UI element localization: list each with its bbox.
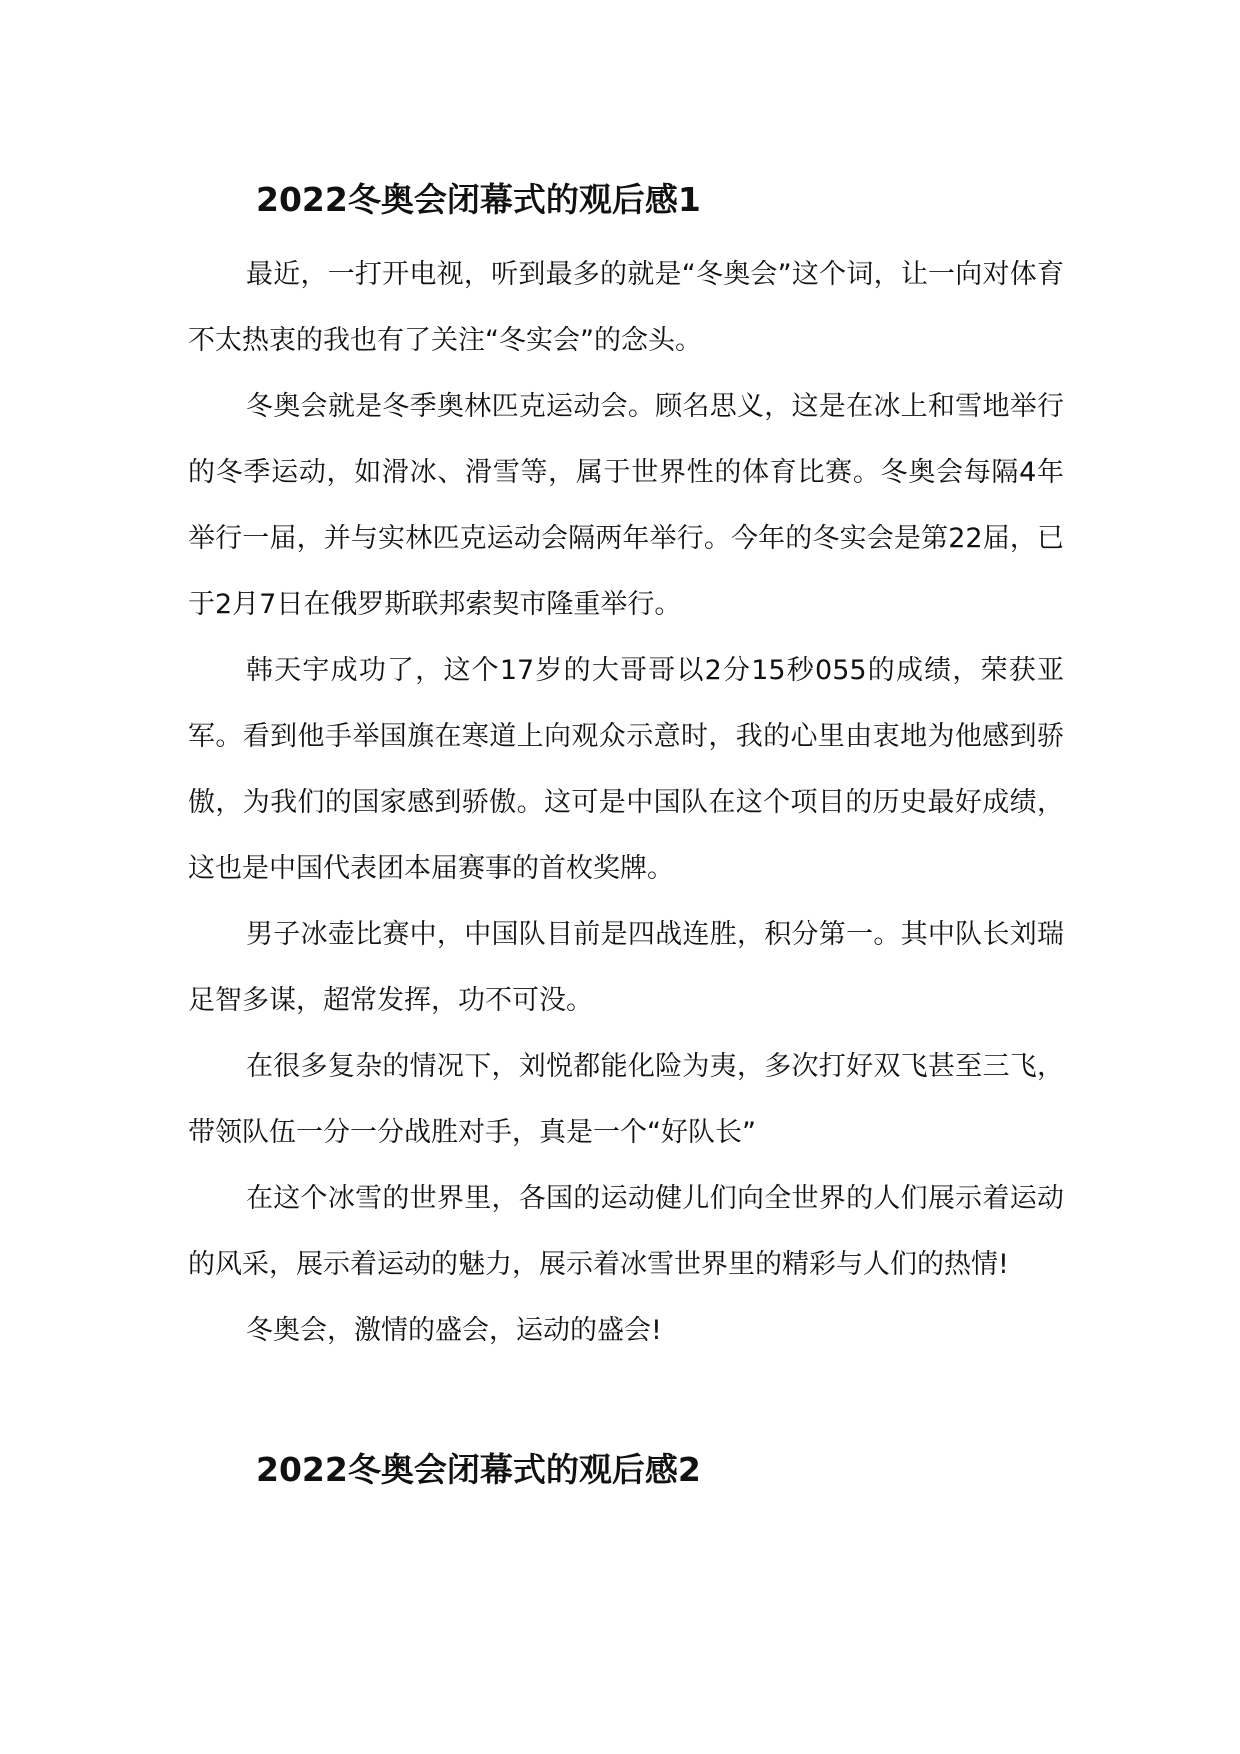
paragraph-1: 最近，一打开电视，听到最多的就是“冬奥会”这个词，让一向对体育不太热衷的我也有了关注“冬实会”的念头。 — [188, 259, 1064, 356]
essay-title-2: 2022冬奥会闭幕式的观后感2 — [256, 1450, 701, 1489]
essay-title-1: 2022冬奥会闭幕式的观后感1 — [256, 180, 701, 219]
paragraph-6: 在这个冰雪的世界里，各国的运动健儿们向全世界的人们展示着运动的风采，展示着运动的魅力，展示着冰雪世界里的精彩与人们的热情! — [188, 1183, 1064, 1280]
paragraph-7: 冬奥会，激情的盛会，运动的盛会! — [246, 1315, 662, 1346]
paragraph-3: 韩天宇成功了，这个17岁的大哥哥以2分15秒055的成绩，荣获亚军。看到他手举国旗在寒道上向观众示意时，我的心里由衷地为他感到骄傲，为我们的国家感到骄傲。这可是中国队在这个项目的历史最好成绩，这也是中国代表团本届赛事的首枚奖牌。 — [188, 655, 1064, 884]
essay-body — [188, 242, 1064, 1364]
paragraph-5: 在很多复杂的情况下，刘悦都能化险为夷，多次打好双飞甚至三飞，带领队伍一分一分战胜对手，真是一个“好队长” — [188, 1051, 1064, 1148]
paragraph-4: 男子冰壶比赛中，中国队目前是四战连胜，积分第一。其中队长刘瑞足智多谋，超常发挥，功不可没。 — [188, 919, 1064, 1016]
paragraph-2: 冬奥会就是冬季奥林匹克运动会。顾名思义，这是在冰上和雪地举行的冬季运动，如滑冰、滑雪等，属于世界性的体育比赛。冬奥会每隔4年举行一届，并与实林匹克运动会隔两年举行。今年的冬实会是第22届，已于2月7日在俄罗斯联邦索契市隆重举行。 — [188, 391, 1064, 620]
